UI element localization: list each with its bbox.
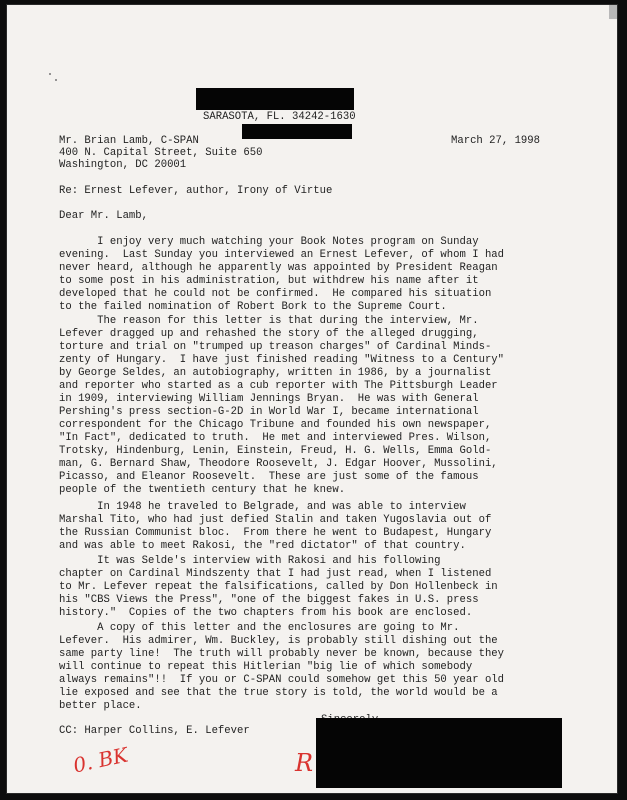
re-line: Re: Ernest Lefever, author, Irony of Virtue — [59, 185, 333, 197]
redacted-name-block — [196, 88, 354, 110]
body-paragraph-4: It was Selde's interview with Rakosi and his following chapter on Cardinal Mindszenty that I had just read, when I listened to Mr. Lefever repeat the falsifications, called by Don Hollenbeck in his "CBS Views the Press", "one of the biggest fakes in U.S. press history." Copies of the two chapters from his book are enclosed. — [59, 555, 498, 619]
paper-speck — [49, 73, 51, 75]
paper-speck — [55, 79, 57, 81]
letter-date: March 27, 1998 — [451, 135, 541, 147]
salutation: Dear Mr. Lamb, — [59, 210, 149, 222]
recipient-line-1: Mr. Brian Lamb, C-SPAN — [59, 135, 199, 147]
letterhead-city: SARASOTA, FL. 34242-1630 — [203, 111, 356, 123]
body-paragraph-3: In 1948 he traveled to Belgrade, and was able to interview Marshal Tito, who had just defied Stalin and taken Yugoslavia out of the Russian Communist bloc. From there he went to Budapest, Hungary and was able to meet Rakosi, the "red dictator" of that country. — [59, 501, 492, 552]
body-paragraph-5: A copy of this letter and the enclosures are going to Mr. Lefever. His admirer, Wm. Buckley, is probably still dishing out the same party line! The truth will probably never be known, because they will continue to repeat this Hitlerian "big lie of which somebody always remains"!! If you or C-SPAN could somehow get this 50 year old lie exposed and see that the true story is told, the world would be a better place. — [59, 622, 505, 712]
handwritten-note: 0. BK — [71, 742, 130, 778]
redacted-address-block — [242, 124, 352, 139]
cc-line: CC: Harper Collins, E. Lefever — [59, 725, 250, 737]
letter-page — [6, 4, 618, 794]
redacted-signature-block — [316, 718, 562, 788]
handwritten-initial: R — [295, 749, 314, 777]
body-paragraph-1: I enjoy very much watching your Book Notes program on Sunday evening. Last Sunday you interviewed an Ernest Lefever, of whom I had never heard, although he apparently was appointed by President Reagan to some post in his administration, but withdrew his name after it developed that he could not be confirmed. He compared his situation to the failed nomination of Robert Bork to the Supreme Court. — [59, 236, 505, 313]
body-paragraph-2: The reason for this letter is that during the interview, Mr. Lefever dragged up and rehashed the story of the alleged drugging, torture and trial on "trumped up treason charges" of Cardinal Minds- zenty of Hungary. I have just finished reading "Witness to a Century" by George Seldes, an autobiography, written in 1986, by a journalist and reporter who started as a cub reporter with The Pittsburgh Leader in 1909, interviewing William Jennings Bryan. He was with General Pershing's press section-G-2D in World War I, became international correspondent for the Chicago Tribune and founded his own newspaper, "In Fact", dedicated to truth. He met and interviewed Pres. Wilson, Trotsky, Hindenburg, Lenin, Einstein, Freud, H. G. Wells, Emma Gold- man, G. Bernard Shaw, Theodore Roosevelt, J. Edgar Hoover, Mussolini, Picasso, and Eleanor Roosevelt. These are just some of the famous people of the twentieth century that he knew. — [59, 315, 505, 496]
page-corner-mark — [609, 5, 617, 19]
recipient-line-2: 400 N. Capital Street, Suite 650 — [59, 147, 263, 159]
recipient-line-3: Washington, DC 20001 — [59, 159, 187, 171]
